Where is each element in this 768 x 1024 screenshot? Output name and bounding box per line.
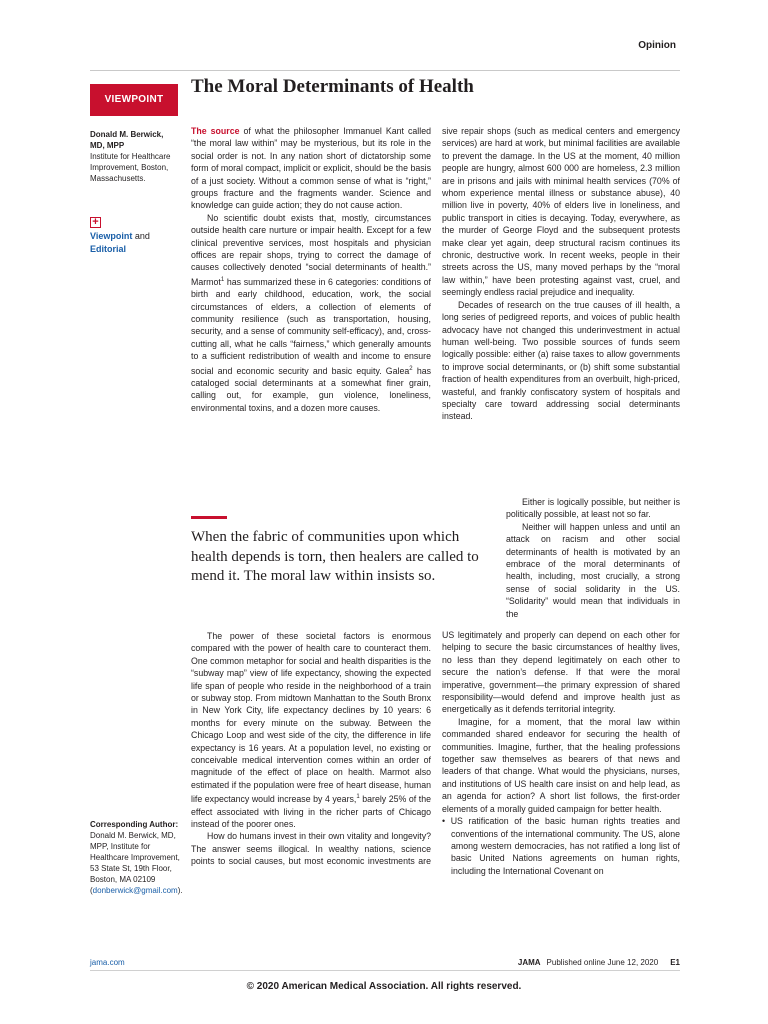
paragraph-8: Imagine, for a moment, that the moral law within commanded shared endeavor for securing the health of communities. Imagine, further, that the healing professions together saw themselves as bearers of that news and leaders of that change. What would the physicians, nurses, and institutions of US health care insist on and help lead, as an agenda for action? A short list follows, the first-order elements of a morally guided campaign for better health. [442,716,680,814]
body-column-1-bottom [191,630,431,867]
footer-rule [90,970,680,971]
paragraph-5: Decades of research on the true causes of ill health, a long series of pedigreed reports, and voices of public health advocacy have not changed this underinvestment in actual human well-being. Two possible sources of funds seem logically possible: either (a) raise taxes to allow governments to improve social determinants, or (b) shift some substantial fraction of health expenditures from an overbuilt, high-priced, wasteful, and frankly confiscatory system of hospitals and specialty care toward addressing social determinants instead. [442,299,680,422]
paragraph-3-text-a: The power of these societal factors is enormous compared with the power of health care to counteract them. One common metaphor for social and health disparities is the “subway map” view of life expectancy, showing the expected life span of people who reside in the neighborhood of a train or subway stop. From midtown Manhattan to the South Bronx in New York City, life expectancy declines by 10 years: 6 months for every minute on the subway. Between the Chicago Loop and west side of the city, the difference in life expectancy is 16 years. At a population level, no existing or conceivable medical intervention comes within an order of magnitude of the effect of place on health. Marmot also estimated if the population were free of heart disease, human life expectancy would increase by 4 years, [191,631,431,805]
paragraph-1-text: of what the philosopher Immanuel Kant called “the moral law within” may be mysterious, but its role in the social order is not. In any nation short of dictatorship some form of moral compact, implicit or explicit, should be the basis of a just society. Without a common sense of what is “right,” groups fracture and the fragments wander. Science and knowledge can guide action; they do not cause action. [191,126,431,211]
body-column-2-bottom [442,629,680,877]
corresponding-heading: Corresponding Author: [90,820,179,829]
paragraph-7b: US legitimately and properly can depend on each other for helping to secure the basic circumstances of healthy lives, no less than they depend legitimately on each other to secure the nation’s defense. If that were the moral imperative, government—the primary expression of shared responsibility—would defend and improve health just as energetically as it defends territorial integrity. [442,630,680,715]
reference-1b[interactable]: 1 [356,794,360,801]
corresponding-close: ). [177,886,183,895]
paragraph-7a: Neither will happen unless and until an attack on racism and other social determinants of health is motivated by an embrace of the moral determinants of health, including, most crucially, a strong sense of social solidarity in the US. “Solidarity” would mean that individuals in the [506,521,680,619]
bullet-icon: • [442,816,451,827]
editorial-link[interactable]: Editorial [90,244,127,254]
paragraph-2-text-b: has summarized these in 6 categories: conditions of birth and early childhood, education, work, the social circumstances of elders, a collection of elements of community resilience (such as transportation, housing, security, and a sense of community self-efficacy), and, cross-cutting all, what he calls “fairness,” which generally amounts to a sufficient redistribution of wealth and income to ensure social and economic security and basic equity. Galea [191,276,431,376]
author-affiliation: Institute for Healthcare Improvement, Boston, Massachusetts. [90,152,171,183]
body-column-1-top [191,125,431,414]
paragraph-3 [191,630,431,830]
bullet-1 [442,815,680,877]
plus-icon[interactable]: + [90,217,101,228]
related-articles [90,216,180,256]
reference-2[interactable]: 2 [409,365,413,372]
paragraph-4-continued: sive repair shops (such as medical centers and emergency services) are hard at work, but minimal facilities are available to prevent the damage. In the US at the moment, 40 million people are hungry, almost 600 000 are homeless, 2.3 million are in prisons and jails with minimal health services (70% of whom experience mental illness or substance abuse), 40 million live in poverty, 40% of elders live in loneliness, and public transport in cities is decaying. Today, everywhere, as the murder of George Floyd and the subsequent protests make clear yet again, deep structural racism continues its chronic, destructive work. In recent weeks, people in their streets across the US, many moved perhaps by the “moral law within,” have been protesting against vast, cruel, and seemingly endless racial prejudice and inequality. [442,126,680,298]
related-and: and [132,231,150,241]
journal-name: JAMA [517,958,541,967]
author-block [90,129,180,184]
paragraph-2 [191,212,431,414]
paragraph-4-start: How do humans invest in their own vitality and longevity? The answer seems illogical. In wealthy nations, science points to social causes, but most economic investments are [191,831,431,867]
pull-quote-rule [191,516,227,519]
publish-date: Published online June 12, 2020 [546,958,659,967]
body-column-2-narrow [506,496,680,620]
site-link[interactable]: jama.com [90,958,125,967]
header-rule [90,70,680,71]
lead-in: The source [191,126,240,136]
section-label: Opinion [638,40,676,51]
paragraph-2-text-a: No scientific doubt exists that, mostly, circumstances outside health care nurture or impair health. Except for a few clinical preventive services, most hospitals and physician offices are repair shops, trying to correct the damage of causes collectively denoted “social determinants of health.” Marmot [191,212,431,287]
footer-info [518,958,680,967]
article-title: The Moral Determinants of Health [191,76,474,97]
paragraph-1 [191,125,431,212]
pull-quote: When the fabric of communities upon which health depends is torn, then healers are called to mend it. The moral law within insists so. [191,529,479,584]
viewpoint-badge: VIEWPOINT [90,84,178,116]
paragraph-6: Either is logically possible, but neither is politically possible, at least not so far. [506,497,680,520]
corresponding-author [90,819,182,896]
page-number: E1 [670,958,680,967]
body-column-2-top [442,125,680,423]
bullet-1-text: US ratification of the basic human rights treaties and conventions of the international community. The US, alone among western democracies, has not ratified a long list of basic United Nations agreements on human rights, including the International Covenant on [450,816,680,876]
paragraph-2-text-c: has cataloged social determinants at a somewhat finer grain, calling out, for example, gun violence, loneliness, environmental toxins, and a dozen more causes. [191,365,431,413]
email-link[interactable]: donberwick@gmail.com [92,886,178,895]
reference-1[interactable]: 1 [220,276,225,283]
viewpoint-link[interactable]: Viewpoint [90,231,133,241]
paragraph-3-text-b: barely 25% of the effect associated with living in the richer parts of Chicago instead of the poorer ones. [191,794,431,830]
corresponding-text: Donald M. Berwick, MD, MPP, Institute for Healthcare Improvement, 53 State St, 19th Floor, Boston, MA 02109 ( [90,831,180,895]
author-name: Donald M. Berwick, MD, MPP [90,130,164,150]
copyright: © 2020 American Medical Association. All rights reserved. [246,981,522,992]
